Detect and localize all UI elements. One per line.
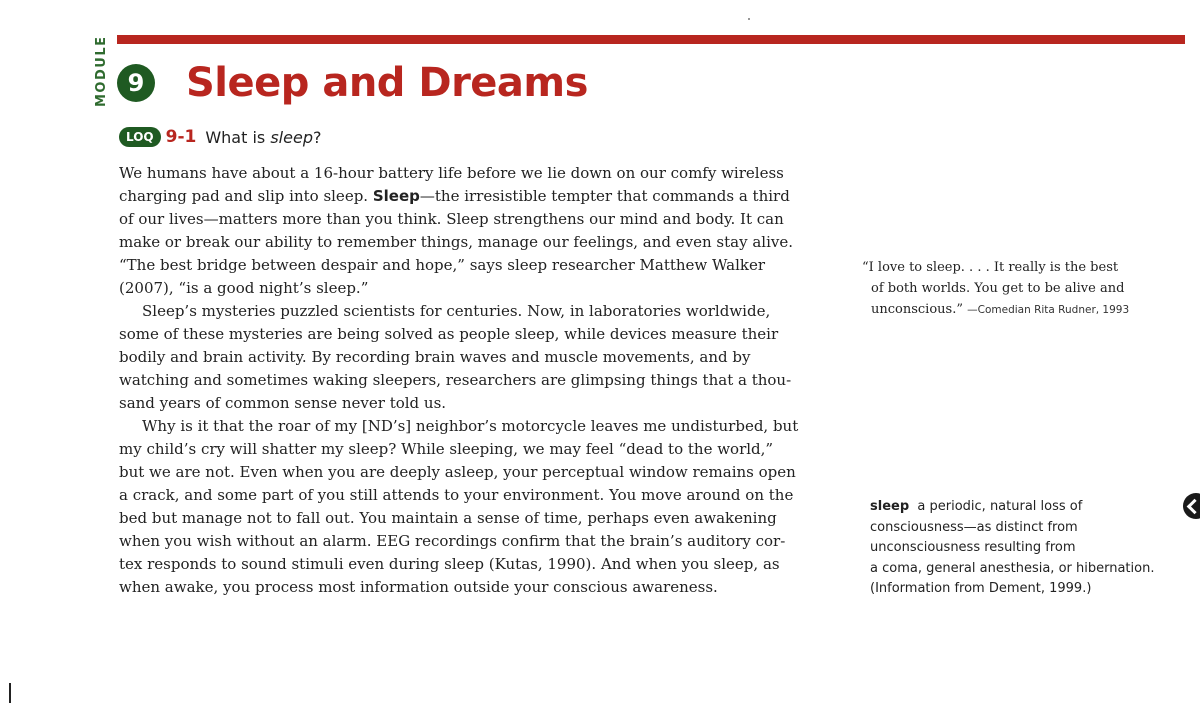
glossary-definition xyxy=(870,497,1180,600)
body-line: bed but manage not to fall out. You maintain a sense of time, perhaps even awakening xyxy=(119,509,777,527)
body-line: when awake, you process most information outside your conscious awareness. xyxy=(119,578,718,596)
loq-question: What is sleep? xyxy=(205,127,322,147)
body-text xyxy=(119,162,831,599)
body-line: but we are not. Even when you are deeply asleep, your perceptual window remains open xyxy=(119,463,796,481)
body-line: make or break our ability to remember things, manage our feelings, and even stay alive. xyxy=(119,233,793,251)
quote-line: unconscious.” —Comedian Rita Rudner, 1993 xyxy=(871,302,1130,317)
quote-line: “I love to sleep. . . . It really is the best xyxy=(862,260,1119,275)
glossary-term: sleep xyxy=(870,499,910,514)
body-line: “The best bridge between despair and hope,” says sleep researcher Matthew Walker xyxy=(119,256,766,274)
quote-line: of both worlds. You get to be alive and xyxy=(871,281,1125,296)
learning-objective-question xyxy=(119,125,321,149)
text-cursor xyxy=(9,683,11,703)
module-number-badge: 9 xyxy=(117,64,155,102)
glossary-line: a coma, general anesthesia, or hibernation. xyxy=(870,560,1155,576)
glossary-line: unconsciousness resulting from xyxy=(870,540,1076,555)
margin-quote xyxy=(862,257,1172,321)
body-line: bodily and brain activity. By recording brain waves and muscle movements, and by xyxy=(119,348,751,366)
body-line: when you wish without an alarm. EEG recordings confirm that the brain’s auditory cor- xyxy=(119,532,786,550)
body-line: tex responds to sound stimuli even during sleep (Kutas, 1990). And when you sleep, as xyxy=(119,555,780,573)
glossary-line: (Information from Dement, 1999.) xyxy=(870,581,1092,596)
loq-number: 9-1 xyxy=(165,127,197,147)
body-line: of our lives—matters more than you think. Sleep strengthens our mind and body. It can xyxy=(119,210,784,228)
module-header-rule xyxy=(117,35,1185,44)
body-line: some of these mysteries are being solved as people sleep, while devices measure their xyxy=(119,325,779,343)
chevron-left-icon xyxy=(1183,493,1200,519)
body-line: Sleep’s mysteries puzzled scientists for centuries. Now, in laboratories worldwide, xyxy=(142,302,771,320)
body-line: We humans have about a 16-hour battery life before we lie down on our comfy wireless xyxy=(119,164,784,182)
body-line: charging pad and slip into sleep. Sleep—the irresistible tempter that commands a third xyxy=(119,187,790,205)
quote-attribution: —Comedian Rita Rudner, 1993 xyxy=(967,304,1130,316)
glossary-line: consciousness—as distinct from xyxy=(870,519,1078,535)
body-line: a crack, and some part of you still attends to your environment. You move around on the xyxy=(119,486,794,504)
glossary-line: sleep a periodic, natural loss of xyxy=(870,499,1083,514)
body-line: watching and sometimes waking sleepers, researchers are glimpsing things that a thou- xyxy=(119,371,792,389)
module-tab-label: MODULE xyxy=(94,35,109,107)
page-title: Sleep and Dreams xyxy=(186,60,588,106)
body-line: sand years of common sense never told us. xyxy=(119,394,447,412)
body-line: my child’s cry will shatter my sleep? While sleeping, we may feel “dead to the world,” xyxy=(119,440,774,458)
scan-speck xyxy=(748,18,750,20)
body-line: Why is it that the roar of my [ND’s] neighbor’s motorcycle leaves me undisturbed, but xyxy=(142,417,799,435)
key-term-sleep: Sleep xyxy=(372,187,420,205)
body-line: (2007), “is a good night’s sleep.” xyxy=(119,279,369,297)
loq-badge: LOQ xyxy=(119,127,161,147)
